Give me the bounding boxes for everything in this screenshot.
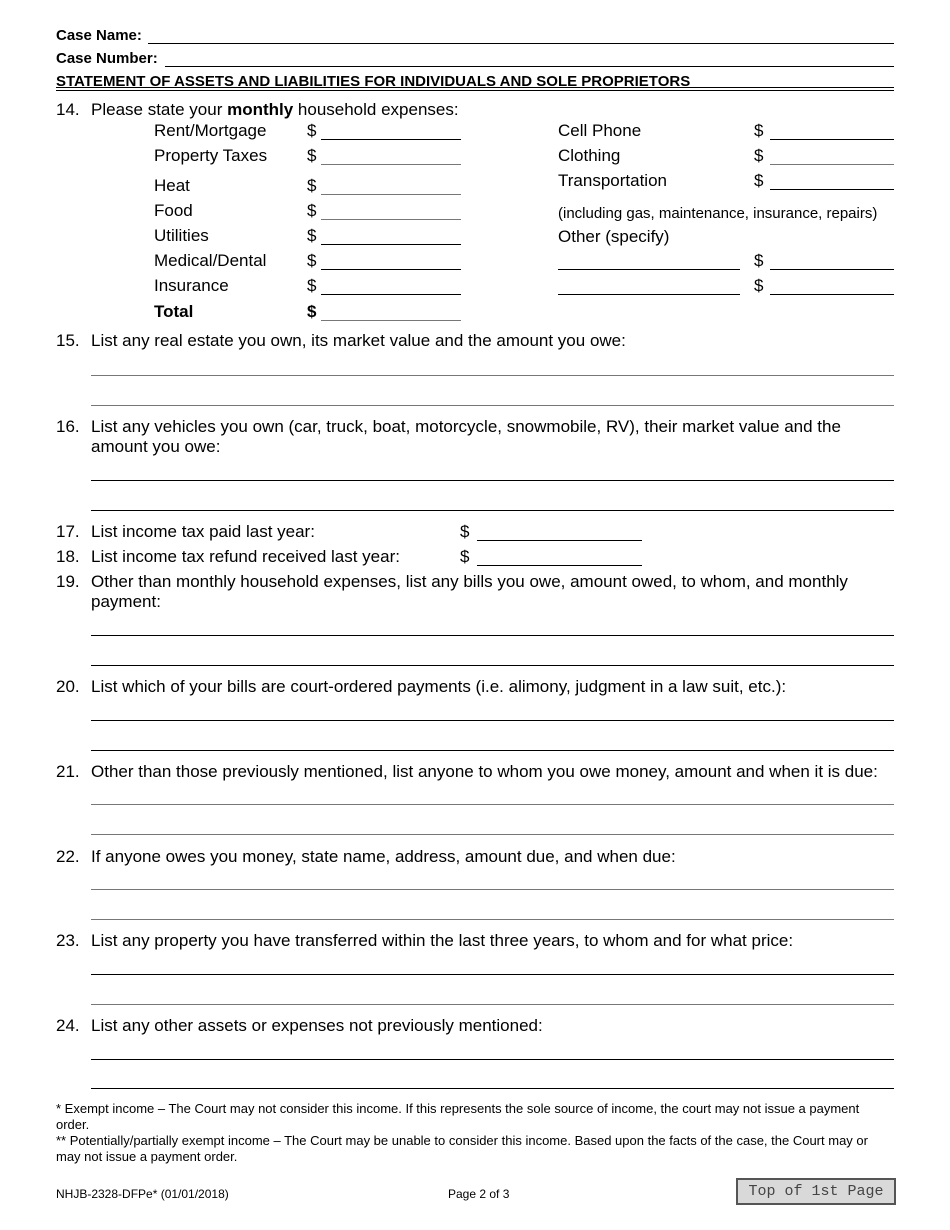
q19-text-2: payment: (91, 592, 161, 611)
question-17 (56, 522, 456, 544)
dollar-sign: $ (307, 302, 317, 321)
case-name-label: Case Name: (56, 27, 142, 44)
dollar-sign: $ (754, 121, 764, 140)
q17-text: List income tax paid last year: (91, 522, 315, 541)
q15-answer-line-1[interactable] (91, 375, 894, 376)
clothing-field[interactable] (770, 164, 894, 165)
q23-text: List any property you have transferred within the last three years, to whom and for what price: (91, 931, 794, 950)
q16-text-2: amount you owe: (91, 437, 221, 456)
expense-label-heat: Heat (154, 176, 190, 195)
case-number-label: Case Number: (56, 50, 158, 67)
q18-number: 18. (56, 547, 80, 566)
q17-number: 17. (56, 522, 80, 541)
transportation-note: (including gas, maintenance, insurance, repairs) (558, 205, 878, 222)
form-title: STATEMENT OF ASSETS AND LIABILITIES FOR INDIVIDUALS AND SOLE PROPRIETORS (56, 73, 691, 90)
other-specify-label: Other (specify) (558, 227, 670, 246)
dollar-sign: $ (754, 171, 764, 190)
q18-amount-field[interactable] (477, 565, 642, 566)
dollar-sign: $ (307, 176, 317, 195)
question-15 (56, 331, 896, 353)
question-20 (56, 677, 896, 699)
q21-text: Other than those previously mentioned, list anyone to whom you owe money, amount and when it is due: (91, 762, 878, 781)
dollar-sign: $ (754, 251, 764, 270)
q20-text: List which of your bills are court-ordered payments (i.e. alimony, judgment in a law suit, etc.): (91, 677, 787, 696)
q22-text: If anyone owes you money, state name, address, amount due, and when due: (91, 847, 676, 866)
question-18 (56, 547, 456, 569)
q14-text-bold: monthly (227, 100, 294, 119)
heat-field[interactable] (321, 194, 461, 195)
question-14 (56, 100, 896, 122)
insurance-field[interactable] (321, 294, 461, 295)
expense-label-cell-phone: Cell Phone (558, 121, 642, 140)
title-rule-2 (56, 90, 894, 91)
dollar-sign: $ (307, 201, 317, 220)
title-rule (56, 87, 894, 88)
q22-answer-line-1[interactable] (91, 889, 894, 890)
case-name-field[interactable] (148, 43, 894, 44)
q24-answer-line-1[interactable] (91, 1059, 894, 1060)
dollar-sign: $ (307, 146, 317, 165)
q15-answer-line-2[interactable] (91, 405, 894, 406)
note-partially-exempt-income: ** Potentially/partially exempt income – The Court may be unable to consider this income. Based upon the facts of the case, the Court may or may not issue a payment order. (56, 1133, 868, 1164)
q20-answer-line-2[interactable] (91, 750, 894, 751)
q19-text: Other than monthly household expenses, list any bills you owe, amount owed, to whom, and monthly (91, 572, 848, 591)
page-number: Page 2 of 3 (448, 1187, 510, 1201)
q21-number: 21. (56, 762, 80, 781)
dollar-sign: $ (460, 547, 470, 566)
q16-answer-line-1[interactable] (91, 480, 894, 481)
q15-number: 15. (56, 331, 80, 350)
q24-number: 24. (56, 1016, 80, 1035)
dollar-sign: $ (754, 146, 764, 165)
expense-label-insurance: Insurance (154, 276, 229, 295)
q21-answer-line-1[interactable] (91, 804, 894, 805)
question-22 (56, 847, 896, 869)
other-amount-field-1[interactable] (770, 269, 894, 270)
q14-text-after: household expenses: (293, 100, 459, 119)
q23-answer-line-1[interactable] (91, 974, 894, 975)
expense-label-utilities: Utilities (154, 226, 209, 245)
expense-label-food: Food (154, 201, 193, 220)
other-amount-field-2[interactable] (770, 294, 894, 295)
other-specify-field-1[interactable] (558, 269, 740, 270)
q22-answer-line-2[interactable] (91, 919, 894, 920)
q20-answer-line-1[interactable] (91, 720, 894, 721)
medical-field[interactable] (321, 269, 461, 270)
case-number-field[interactable] (165, 66, 894, 67)
dollar-sign: $ (754, 276, 764, 295)
dollar-sign: $ (307, 251, 317, 270)
expense-label-transportation: Transportation (558, 171, 667, 190)
q14-text-before: Please state your (91, 100, 228, 119)
cell-phone-field[interactable] (770, 139, 894, 140)
q16-answer-line-2[interactable] (91, 510, 894, 511)
utilities-field[interactable] (321, 244, 461, 245)
dollar-sign: $ (307, 226, 317, 245)
form-id: NHJB-2328-DFPe* (01/01/2018) (56, 1187, 229, 1201)
rent-field[interactable] (321, 139, 461, 140)
question-23 (56, 931, 896, 953)
q15-text: List any real estate you own, its market value and the amount you owe: (91, 331, 626, 350)
q19-number: 19. (56, 572, 80, 591)
q23-answer-line-2[interactable] (91, 1004, 894, 1005)
q20-number: 20. (56, 677, 80, 696)
q22-number: 22. (56, 847, 80, 866)
q21-answer-line-2[interactable] (91, 834, 894, 835)
note-exempt-income: * Exempt income – The Court may not consider this income. If this represents the sole source of income, the court may not issue a payment order. (56, 1101, 860, 1132)
q16-text: List any vehicles you own (car, truck, boat, motorcycle, snowmobile, RV), their market value and the (91, 417, 841, 436)
dollar-sign: $ (307, 121, 317, 140)
q24-answer-line-2[interactable] (91, 1088, 894, 1089)
q18-text: List income tax refund received last year: (91, 547, 400, 566)
dollar-sign: $ (460, 522, 470, 541)
q24-text: List any other assets or expenses not previously mentioned: (91, 1016, 543, 1035)
question-24 (56, 1016, 896, 1038)
q16-number: 16. (56, 417, 80, 436)
q19-answer-line-1[interactable] (91, 635, 894, 636)
question-21 (56, 762, 896, 784)
dollar-sign: $ (307, 276, 317, 295)
expense-label-total: Total (154, 302, 194, 321)
q23-number: 23. (56, 931, 80, 950)
question-19 (56, 572, 896, 616)
total-field[interactable] (321, 320, 461, 321)
expense-label-clothing: Clothing (558, 146, 621, 165)
property-taxes-field[interactable] (321, 164, 461, 165)
q19-answer-line-2[interactable] (91, 665, 894, 666)
food-field[interactable] (321, 219, 461, 220)
expense-label-medical: Medical/Dental (154, 251, 267, 270)
transportation-field[interactable] (770, 189, 894, 190)
top-of-first-page-button[interactable]: Top of 1st Page (736, 1178, 896, 1205)
q14-number: 14. (56, 100, 80, 119)
q17-amount-field[interactable] (477, 540, 642, 541)
other-specify-field-2[interactable] (558, 294, 740, 295)
question-16 (56, 417, 896, 461)
expense-label-rent: Rent/Mortgage (154, 121, 267, 140)
expense-label-property-taxes: Property Taxes (154, 146, 268, 165)
